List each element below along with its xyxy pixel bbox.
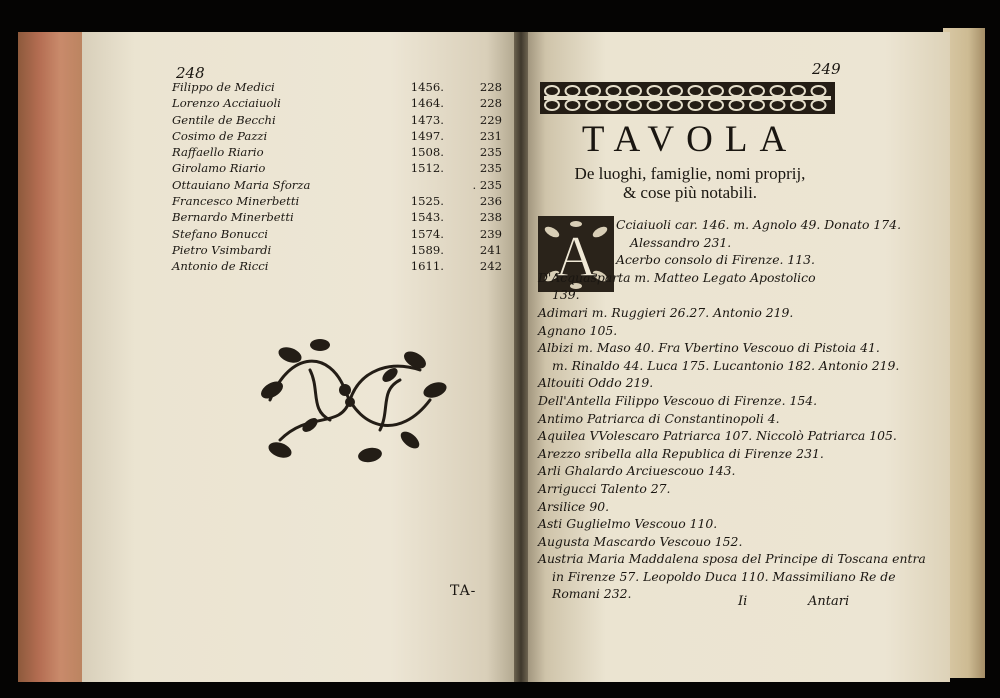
index-year: 1543. [410, 210, 444, 225]
index-name: Stefano Bonucci [172, 226, 268, 241]
index-year: 1473. [410, 112, 444, 127]
index-year: 1508. [410, 145, 444, 160]
index-row [172, 194, 502, 210]
book-gutter [514, 32, 528, 682]
index-entry: 139. [552, 287, 580, 303]
floral-ornament-icon [250, 330, 450, 470]
index-row [172, 243, 502, 259]
section-subtitle [540, 164, 840, 202]
index-page: 238 [479, 210, 502, 225]
index-entry: Romani 232. [552, 586, 632, 602]
index-entry: Altouiti Oddo 219. [538, 375, 654, 391]
index-page: 229 [479, 112, 502, 127]
index-page: 241 [479, 242, 502, 257]
index-entry: Agnano 105. [538, 322, 618, 338]
left-catchword: TA- [450, 583, 477, 599]
index-entry: Alessandro 231. [630, 234, 732, 250]
index-year: 1456. [410, 80, 444, 94]
index-page: 228 [479, 80, 502, 94]
index-year: 1525. [410, 194, 444, 209]
index-entry: D'Acquasparta m. Matteo Legato Apostolico [538, 269, 816, 285]
dropcap-letter: A [555, 224, 597, 289]
index-page: 242 [479, 259, 502, 274]
index-name: Cosimo de Pazzi [172, 128, 268, 143]
subtitle-line-2: & cose più notabili. [622, 183, 758, 202]
index-entry: Aquilea VVolescaro Patriarca 107. Niccolò Patriarca 105. [538, 428, 897, 444]
index-page: 228 [479, 96, 502, 111]
index-row [172, 178, 502, 194]
index-row [172, 145, 502, 161]
index-entry: Arsilice 90. [538, 498, 610, 514]
index-name: Francesco Minerbetti [172, 194, 300, 209]
index-entry: Asti Guglielmo Vescouo 110. [538, 516, 718, 532]
right-page-number: 249 [812, 60, 841, 78]
left-page-edge [18, 32, 88, 682]
index-row [172, 96, 502, 112]
index-row [172, 80, 502, 96]
index-row [172, 227, 502, 243]
right-catchword: Antari [808, 594, 850, 609]
index-entry: Augusta Mascardo Vescouo 152. [538, 533, 743, 549]
index-year: 1611. [410, 259, 444, 274]
index-entries [538, 216, 926, 603]
index-year: 1497. [410, 128, 444, 143]
index-name: Antonio de Ricci [172, 259, 269, 274]
index-page: 231 [479, 128, 502, 143]
signature-mark: Ii [738, 594, 748, 609]
index-name: Raffaello Riario [172, 145, 264, 160]
index-page: 239 [479, 226, 502, 241]
ornamental-band-icon [540, 82, 835, 114]
index-year: 1589. [410, 242, 444, 257]
index-name: Pietro Vsimbardi [172, 242, 272, 257]
subtitle-line-1: De luoghi, famiglie, nomi proprij, [574, 164, 806, 183]
index-name: Bernardo Minerbetti [172, 210, 294, 225]
index-entry: Arli Ghalardo Arciuescouo 143. [538, 463, 736, 479]
index-row [172, 210, 502, 226]
left-page-number: 248 [176, 64, 205, 82]
index-name: Gentile de Becchi [172, 112, 276, 127]
index-entry: Dell'Antella Filippo Vescouo di Firenze. 154. [538, 392, 818, 408]
index-name: Lorenzo Acciaiuoli [172, 96, 281, 111]
index-entry: Austria Maria Maddalena sposa del Principe di Toscana entra [538, 551, 926, 567]
index-list [172, 80, 502, 276]
index-entry: Acerbo consolo di Firenze. 113. [616, 252, 815, 268]
index-row [172, 259, 502, 275]
index-row [172, 161, 502, 177]
index-entry: Arrigucci Talento 27. [538, 480, 671, 496]
index-page: . 235 [472, 177, 502, 192]
index-page: 235 [479, 161, 502, 176]
index-entry: m. Rinaldo 44. Luca 175. Lucantonio 182. Antonio 219. [552, 357, 900, 373]
index-entry: Arezzo sribella alla Republica di Firenze 231. [538, 445, 824, 461]
index-row [172, 113, 502, 129]
index-name: Ottauiano Maria Sforza [172, 177, 311, 192]
index-year: 1512. [410, 161, 444, 176]
index-row [172, 129, 502, 145]
index-page: 235 [479, 145, 502, 160]
index-entry: in Firenze 57. Leopoldo Duca 110. Massimiliano Re de [552, 568, 896, 584]
index-year: 1574. [410, 226, 444, 241]
index-entry: Albizi m. Maso 40. Fra Vbertino Vescouo di Pistoia 41. [538, 340, 880, 356]
index-name: Filippo de Medici [172, 80, 275, 94]
section-title: TAVOLA [581, 119, 799, 160]
index-page: 236 [479, 194, 502, 209]
index-entry: Antimo Patriarca di Constantinopoli 4. [538, 410, 780, 426]
index-entry: Cciaiuoli car. 146. m. Agnolo 49. Donato 174. [616, 217, 902, 232]
index-name: Girolamo Riario [172, 161, 266, 176]
index-year: 1464. [410, 96, 444, 111]
index-entry: Adimari m. Ruggieri 26.27. Antonio 219. [538, 304, 794, 320]
